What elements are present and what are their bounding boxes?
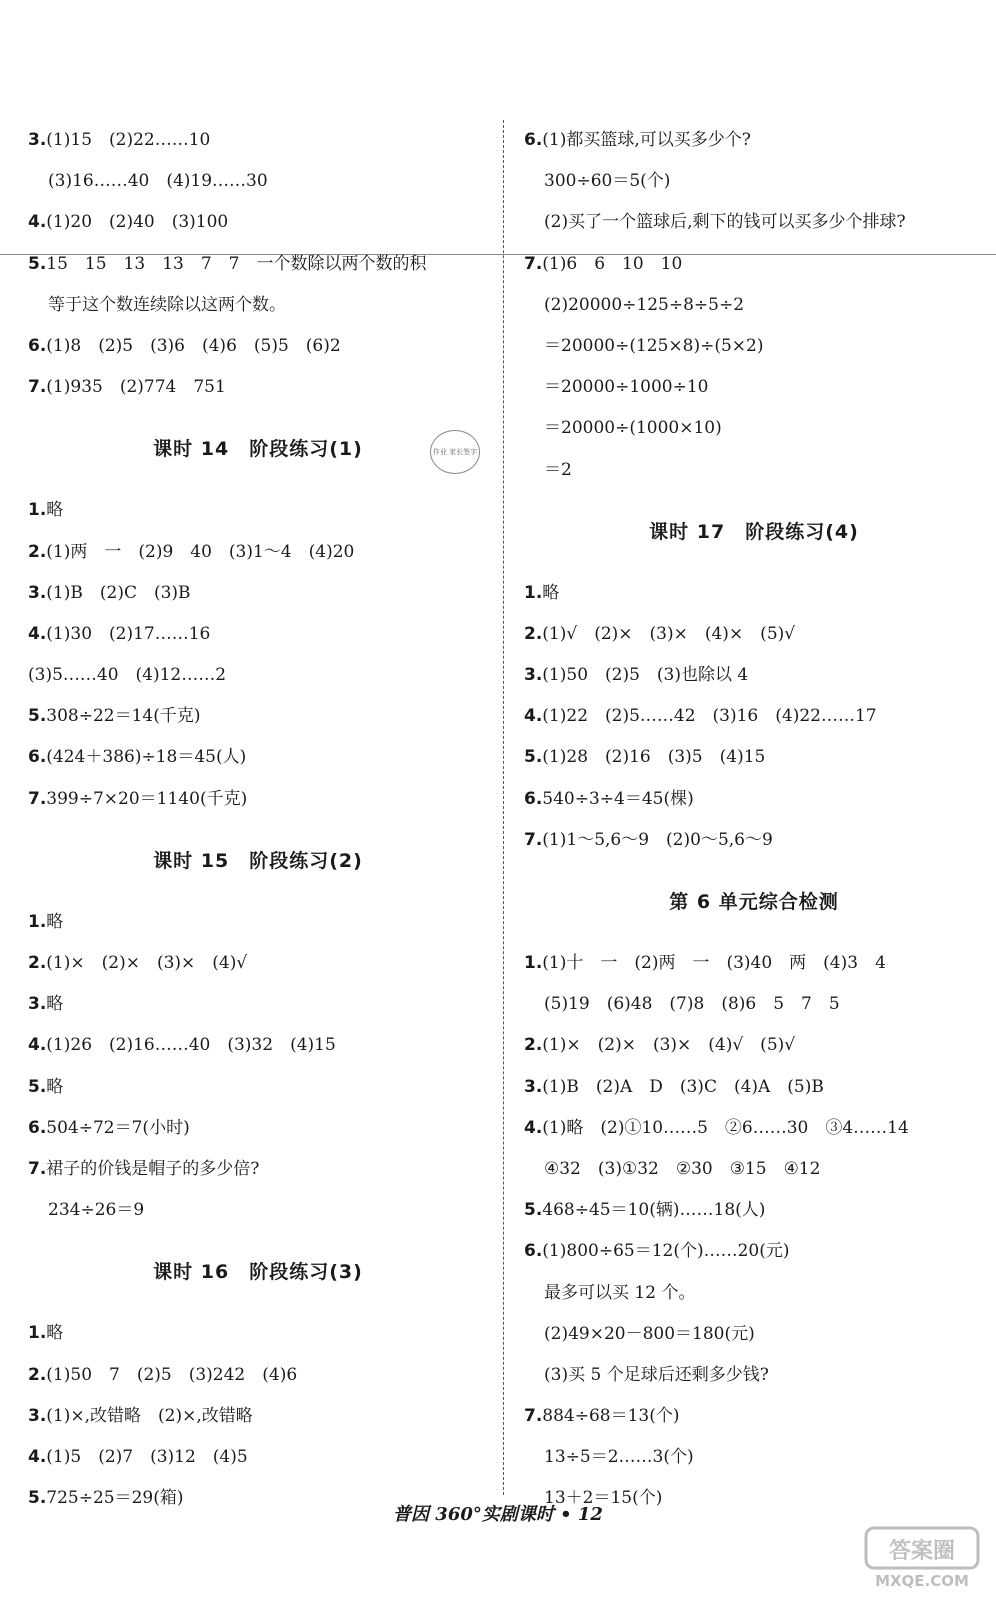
question-number: 3. xyxy=(28,582,47,603)
answer-line xyxy=(524,1025,984,1066)
answer-text: 13÷5＝2……3(个) xyxy=(544,1447,694,1468)
right-column xyxy=(524,120,984,1520)
answer-line xyxy=(524,573,984,614)
answer-line xyxy=(524,120,984,161)
answer-line xyxy=(524,1108,984,1149)
question-number: 6. xyxy=(28,335,47,356)
answer-line xyxy=(28,1355,488,1396)
answer-line xyxy=(28,984,488,1025)
answer-text: (3)5……40 (4)12……2 xyxy=(28,665,227,686)
answer-text: (1)6 6 10 10 xyxy=(542,253,683,274)
answer-line xyxy=(28,737,488,778)
answer-text: (1)略 (2)①10……5 ②6……30 ③4……14 xyxy=(542,1117,909,1138)
section-heading: 课时 14 阶段练习(1) xyxy=(153,438,363,461)
answer-text: 略 xyxy=(46,500,64,521)
svg-text:MXQE.COM: MXQE.COM xyxy=(875,1572,969,1590)
question-number: 5. xyxy=(524,747,543,768)
answer-text: 等于这个数连续除以这两个数。 xyxy=(48,294,286,315)
answer-text: (424＋386)÷18＝45(人) xyxy=(46,747,247,768)
answer-line xyxy=(524,326,984,367)
question-number: 1. xyxy=(28,1323,47,1344)
answer-line xyxy=(524,1355,984,1396)
answer-text: (2)20000÷125÷8÷5÷2 xyxy=(544,294,745,315)
page-footer: 普因 360°实剧课时 • 12 xyxy=(393,1504,603,1525)
question-number: 4. xyxy=(524,706,543,727)
answer-line xyxy=(28,1396,488,1437)
section-heading: 课时 15 阶段练习(2) xyxy=(153,849,363,872)
question-number: 5. xyxy=(28,1076,47,1097)
answer-line xyxy=(524,1149,984,1190)
section-heading: 第 6 单元综合检测 xyxy=(669,891,839,913)
answer-line xyxy=(524,696,984,737)
answer-line xyxy=(28,532,488,573)
answer-text: (1)B (2)C (3)B xyxy=(46,582,191,603)
question-number: 5. xyxy=(28,253,47,274)
answer-text: 略 xyxy=(46,994,64,1015)
answer-text: (1)1～5,6～9 (2)0～5,6～9 xyxy=(542,829,773,850)
answer-line xyxy=(28,943,488,984)
question-number: 6. xyxy=(524,1241,543,1262)
question-number: 3. xyxy=(524,665,543,686)
answer-text: 540÷3÷4＝45(棵) xyxy=(542,788,694,809)
answer-line xyxy=(524,1437,984,1478)
watermark-logo xyxy=(862,1522,982,1592)
answer-text: 308÷22＝14(千克) xyxy=(46,706,201,727)
question-number: 3. xyxy=(524,1076,543,1097)
answer-text: 234÷26＝9 xyxy=(48,1200,145,1221)
answer-text: (1)十 一 (2)两 一 (3)40 两 (4)3 4 xyxy=(542,953,886,973)
answer-line xyxy=(524,984,984,1025)
question-number: 2. xyxy=(28,953,47,973)
section-heading: 课时 17 阶段练习(4) xyxy=(649,520,859,543)
answer-line xyxy=(524,1396,984,1437)
answer-text: (1)28 (2)16 (3)5 (4)15 xyxy=(542,747,766,768)
answer-line xyxy=(28,1313,488,1354)
answer-line xyxy=(524,1067,984,1108)
answer-line xyxy=(524,1273,984,1314)
answer-line xyxy=(28,573,488,614)
answer-text: ＝2 xyxy=(544,459,572,480)
question-number: 4. xyxy=(28,623,47,644)
answer-line xyxy=(28,161,488,202)
answer-text: (1)935 (2)774 751 xyxy=(46,377,226,398)
answer-line xyxy=(524,161,984,202)
answer-line xyxy=(524,943,984,984)
answer-text: (1)15 (2)22……10 xyxy=(46,130,211,150)
answer-line xyxy=(524,408,984,449)
answer-text: (2)买了一个篮球后,剩下的钱可以买多少个排球? xyxy=(544,212,906,233)
question-number: 6. xyxy=(524,788,543,809)
answer-text: (1)5 (2)7 (3)12 (4)5 xyxy=(46,1446,248,1467)
question-number: 6. xyxy=(28,1117,47,1138)
answer-line xyxy=(28,285,488,326)
answer-line xyxy=(28,490,488,531)
answer-text: 裙子的价钱是帽子的多少倍? xyxy=(46,1158,260,1179)
answer-text: 13＋2＝15(个) xyxy=(544,1488,663,1509)
answer-line xyxy=(28,1025,488,1066)
question-number: 2. xyxy=(524,623,543,644)
answer-line xyxy=(524,285,984,326)
answer-line xyxy=(524,779,984,820)
answer-text: 884÷68＝13(个) xyxy=(542,1406,680,1427)
answer-text: (1)50 7 (2)5 (3)242 (4)6 xyxy=(46,1364,298,1385)
answer-line xyxy=(28,696,488,737)
answer-line xyxy=(28,1108,488,1149)
answer-text: (1)×,改错略 (2)×,改错略 xyxy=(46,1405,253,1426)
question-number: 4. xyxy=(524,1117,543,1138)
answer-line xyxy=(524,614,984,655)
answer-line xyxy=(28,1149,488,1190)
question-number: 5. xyxy=(28,1488,47,1509)
answer-line xyxy=(524,450,984,491)
question-number: 7. xyxy=(524,829,543,850)
answer-text: (1)√ (2)× (3)× (4)× (5)√ xyxy=(542,623,796,644)
question-number: 4. xyxy=(28,1035,47,1056)
answer-line xyxy=(28,1437,488,1478)
answer-text: (5)19 (6)48 (7)8 (8)6 5 7 5 xyxy=(544,994,840,1015)
question-number: 2. xyxy=(524,1035,543,1056)
answer-text: (1)× (2)× (3)× (4)√ xyxy=(46,953,248,973)
answer-text: (1)20 (2)40 (3)100 xyxy=(46,212,229,233)
question-number: 1. xyxy=(28,911,47,932)
question-number: 7. xyxy=(28,788,47,809)
answer-line xyxy=(28,655,488,696)
question-number: 7. xyxy=(28,377,47,398)
answer-text: ＝20000÷(125×8)÷(5×2) xyxy=(544,335,764,356)
answer-text: (3)买 5 个足球后还剩多少钱? xyxy=(544,1364,769,1385)
question-number: 1. xyxy=(524,582,543,603)
question-number: 7. xyxy=(28,1158,47,1179)
answer-line xyxy=(524,820,984,861)
answer-line xyxy=(524,737,984,778)
answer-line xyxy=(28,202,488,243)
answer-line xyxy=(28,120,488,161)
answer-text: (1)22 (2)5……42 (3)16 (4)22……17 xyxy=(542,706,877,727)
answer-text: 略 xyxy=(46,911,64,932)
answer-text: 300÷60＝5(个) xyxy=(544,171,671,192)
answer-text: 略 xyxy=(46,1076,64,1097)
answer-text: (1)两 一 (2)9 40 (3)1～4 (4)20 xyxy=(46,541,355,562)
answer-text: (1)800÷65＝12(个)……20(元) xyxy=(542,1241,790,1262)
question-number: 4. xyxy=(28,212,47,233)
answer-text: (1)× (2)× (3)× (4)√ (5)√ xyxy=(542,1035,796,1056)
column-divider xyxy=(503,120,504,1495)
answer-text: 399÷7×20＝1140(千克) xyxy=(46,788,248,809)
question-number: 6. xyxy=(28,747,47,768)
left-column xyxy=(28,120,488,1519)
answer-text: (1)B (2)A D (3)C (4)A (5)B xyxy=(542,1076,824,1097)
answer-text: ④32 (3)①32 ②30 ③15 ④12 xyxy=(544,1158,821,1179)
answer-text: (1)都买篮球,可以买多少个? xyxy=(542,130,751,150)
answer-text: 最多可以买 12 个。 xyxy=(544,1282,696,1303)
answer-text: 504÷72＝7(小时) xyxy=(46,1117,190,1138)
question-number: 7. xyxy=(524,1406,543,1427)
answer-line xyxy=(28,1067,488,1108)
answer-line xyxy=(524,655,984,696)
answer-line xyxy=(524,367,984,408)
question-number: 1. xyxy=(28,500,47,521)
homework-stamp xyxy=(430,430,480,474)
answer-line xyxy=(524,202,984,243)
question-number: 7. xyxy=(524,253,543,274)
question-number: 2. xyxy=(28,541,47,562)
answer-line xyxy=(28,367,488,408)
svg-text:答案圈: 答案圈 xyxy=(888,1539,956,1564)
answer-text: (2)49×20－800＝180(元) xyxy=(544,1323,755,1344)
answer-text: (1)8 (2)5 (3)6 (4)6 (5)5 (6)2 xyxy=(46,335,341,356)
answer-text: 468÷45＝10(辆)……18(人) xyxy=(542,1200,766,1221)
answer-line xyxy=(28,902,488,943)
answer-line xyxy=(524,1231,984,1272)
answer-text: (3)16……40 (4)19……30 xyxy=(48,171,268,192)
question-number: 2. xyxy=(28,1364,47,1385)
answer-text: ＝20000÷1000÷10 xyxy=(544,377,709,398)
question-number: 3. xyxy=(28,994,47,1015)
answer-text: 略 xyxy=(46,1323,64,1344)
answer-line xyxy=(524,1314,984,1355)
question-number: 5. xyxy=(524,1200,543,1221)
question-number: 5. xyxy=(28,706,47,727)
answer-line xyxy=(524,1190,984,1231)
answer-text: 15 15 13 13 7 7 一个数除以两个数的积 xyxy=(46,253,427,274)
answer-line xyxy=(28,779,488,820)
question-number: 6. xyxy=(524,130,543,150)
section-heading: 课时 16 阶段练习(3) xyxy=(153,1261,363,1284)
answer-text: 725÷25＝29(箱) xyxy=(46,1488,184,1509)
question-number: 3. xyxy=(28,1405,47,1426)
question-number: 3. xyxy=(28,130,47,150)
answer-text: (1)30 (2)17……16 xyxy=(46,623,211,644)
answer-line xyxy=(28,1190,488,1231)
answer-text: ＝20000÷(1000×10) xyxy=(544,418,722,439)
answer-line xyxy=(28,244,488,285)
question-number: 4. xyxy=(28,1446,47,1467)
answer-line xyxy=(524,244,984,285)
answer-text: (1)26 (2)16……40 (3)32 (4)15 xyxy=(46,1035,336,1056)
question-number: 1. xyxy=(524,953,543,973)
stamp-text: 作业 家长签字 xyxy=(432,447,478,456)
answer-text: 略 xyxy=(542,582,560,603)
answer-text: (1)50 (2)5 (3)也除以 4 xyxy=(542,665,749,686)
answer-line xyxy=(28,326,488,367)
answer-line xyxy=(28,614,488,655)
